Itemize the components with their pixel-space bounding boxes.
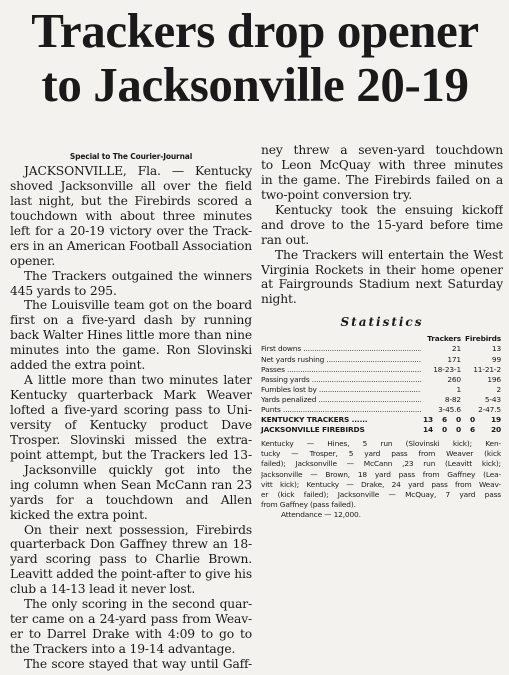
- article-line: back Walter Hines little more than nine: [10, 328, 252, 343]
- statistics-table: [261, 334, 501, 520]
- article-line: A little more than two minutes later: [24, 373, 252, 388]
- score-q4: 6: [470, 425, 475, 435]
- headline-line-1: Trackers drop opener: [31, 3, 479, 58]
- stat-value: 99: [491, 354, 501, 364]
- stat-row: [261, 365, 501, 375]
- score-total: 20: [491, 425, 501, 435]
- statistics-header-row: [261, 334, 501, 344]
- stat-row: [261, 355, 501, 365]
- stat-row: [261, 375, 501, 385]
- scoring-summary: [261, 439, 501, 520]
- score-by-quarter: [261, 415, 501, 435]
- article-line: JACKSONVILLE, Fla. — Kentucky: [24, 164, 252, 178]
- article-line: club a 14-13 lead it never lost.: [10, 582, 196, 597]
- stat-label: Net yards rushing .....: [261, 355, 421, 365]
- headline-line-2: to Jacksonville 20-19: [41, 57, 469, 112]
- stat-value: 260: [447, 374, 461, 384]
- article-left-column: [10, 151, 252, 672]
- score-q2: 6: [442, 415, 447, 425]
- score-q2: 0: [442, 425, 447, 435]
- summary-line: failed); Jacksonville — McCann ,23 run (Leavitt kick);: [261, 459, 501, 469]
- score-q1: 13: [423, 415, 433, 425]
- article-line: touchdown with about three minutes: [10, 208, 252, 223]
- score-q1: 14: [423, 425, 433, 435]
- right-column-text: [261, 143, 503, 307]
- stat-label: Fumbles lost by .....: [261, 385, 421, 395]
- stat-label: Yards penalized .....: [261, 395, 421, 405]
- summary-line: tucky — Trosper, 5 yard pass from Weaver (kick: [261, 449, 501, 459]
- article-line: Leavitt added the point-after to give his: [10, 567, 252, 582]
- article-line: lofted a five-yard scoring pass to Uni-: [10, 403, 252, 417]
- article-line: The Trackers will entertain the West: [275, 247, 503, 262]
- article-line: 445 yards to 295.: [10, 283, 117, 298]
- article-line: and drove to the 15-yard before time: [261, 217, 503, 232]
- score-row: [261, 415, 501, 425]
- summary-line: from Gaffney (pass failed).: [261, 499, 356, 509]
- summary-line: vitt kick); Kentucky — Drake, 24 yard pass from Weav-: [261, 479, 501, 489]
- article-line: kicked the extra point.: [10, 507, 148, 522]
- article-line: the Trackers into a 19-14 advantage.: [10, 642, 236, 656]
- article-line: last night, but the Firebirds scored a: [10, 193, 252, 208]
- stat-value: 2-47.5: [478, 404, 501, 414]
- article-right-column: [261, 143, 503, 520]
- article-line: The only scoring in the second quar-: [24, 597, 252, 612]
- headline: [8, 4, 502, 112]
- score-team: JACKSONVILLE FIREBIRDS: [261, 425, 365, 435]
- article-line: The Louisville team got on the board: [24, 298, 252, 313]
- article-line: minutes into the game. Ron Slovinski: [10, 343, 252, 358]
- stat-value: 18-23-1: [433, 364, 461, 374]
- article-line: Kentucky quarterback Mark Weaver: [10, 388, 252, 403]
- stat-label: Punts .....: [261, 405, 421, 415]
- stat-row: [261, 395, 501, 405]
- stat-label: First downs .....: [261, 344, 421, 354]
- article-line: ers in an American Football Association: [10, 238, 252, 253]
- stat-row: [261, 385, 501, 395]
- header-team1: Trackers: [427, 334, 461, 344]
- stat-row: [261, 344, 501, 354]
- article-line: first on a five-yard dash by running: [10, 313, 252, 328]
- article-line: The Trackers outgained the winners: [24, 268, 252, 283]
- article-line: Virginia Rockets in their home opener: [261, 262, 503, 277]
- stat-value: 21: [451, 344, 461, 354]
- article-line: versity of Kentucky product Dave: [10, 417, 252, 432]
- article-line: ran out.: [261, 232, 310, 247]
- stat-value: 5-43: [484, 394, 501, 404]
- article-line: shoved Jacksonville all over the field: [10, 178, 252, 193]
- article-line: in the game. The Firebirds failed on a: [261, 172, 503, 187]
- score-total: 19: [491, 415, 501, 425]
- score-q3: 0: [456, 425, 461, 435]
- stat-value: 13: [491, 344, 501, 354]
- stat-value: 1: [456, 384, 461, 394]
- article-line: at Fairgrounds Stadium next Saturday: [261, 277, 503, 292]
- article-line: ney threw a seven-yard touchdown: [261, 143, 503, 157]
- article-line: quarterback Don Gaffney threw an 18-: [10, 537, 252, 552]
- article-line: Jacksonville quickly got into the: [24, 462, 252, 477]
- article-line: night.: [261, 292, 297, 307]
- stat-value: 196: [487, 374, 501, 384]
- left-column-text: [10, 164, 252, 672]
- article-line: two-point conversion try.: [261, 187, 413, 202]
- article-line: opener.: [10, 253, 56, 268]
- stat-value: 11-21-2: [473, 364, 501, 374]
- article-line: point attempt, but the Trackers led 13-: [10, 447, 252, 462]
- stat-value: 2: [496, 384, 501, 394]
- article-line: On their next possession, Firebirds: [24, 522, 252, 537]
- attendance: Attendance — 12,000.: [281, 509, 361, 519]
- summary-line: Jacksonville — Brown, 18 yard pass from Gaffney (Lea-: [261, 469, 501, 479]
- article-line: added the extra point.: [10, 358, 146, 373]
- article-line: ing column when Sean McCann ran 23: [10, 477, 252, 492]
- article-line: yards for a touchdown and Allen: [10, 492, 252, 507]
- stat-value: 8-82: [444, 394, 461, 404]
- statistics-rows: [261, 344, 501, 415]
- stat-value: 171: [447, 354, 461, 364]
- stat-label: Passing yards .....: [261, 375, 421, 385]
- score-row: [261, 425, 501, 435]
- score-q3: 0: [456, 415, 461, 425]
- statistics-title: Statistics: [340, 315, 424, 330]
- summary-line: er (kick failed); Jacksonville — McQuay, 7 yard pass: [261, 489, 501, 499]
- score-team: KENTUCKY TRACKERS ......: [261, 415, 368, 425]
- score-q4: 0: [470, 415, 475, 425]
- stat-value: 3-45.6: [438, 404, 461, 414]
- article-line: yard scoring pass to Charlie Brown.: [10, 552, 252, 567]
- header-team2: Firebirds: [464, 334, 501, 344]
- summary-line: Kentucky — Hines, 5 run (Slovinski kick); Ken-: [261, 439, 501, 449]
- byline-credit: Special to The Courier-Journal: [69, 152, 193, 161]
- article-line: ter came on a 24-yard pass from Weav-: [10, 612, 252, 627]
- article-line: er to Darrel Drake with 4:09 to go to: [10, 627, 252, 642]
- article-line: to Leon McQuay with three minutes: [261, 157, 503, 172]
- article-line: Kentucky took the ensuing kickoff: [275, 202, 503, 217]
- article-line: The score stayed that way until Gaff-: [24, 656, 252, 671]
- article-line: left for a 20-19 victory over the Track-: [10, 223, 252, 238]
- stat-label: Passes .....: [261, 365, 421, 375]
- stat-row: [261, 405, 501, 415]
- article-line: Trosper. Slovinski missed the extra-: [10, 432, 252, 447]
